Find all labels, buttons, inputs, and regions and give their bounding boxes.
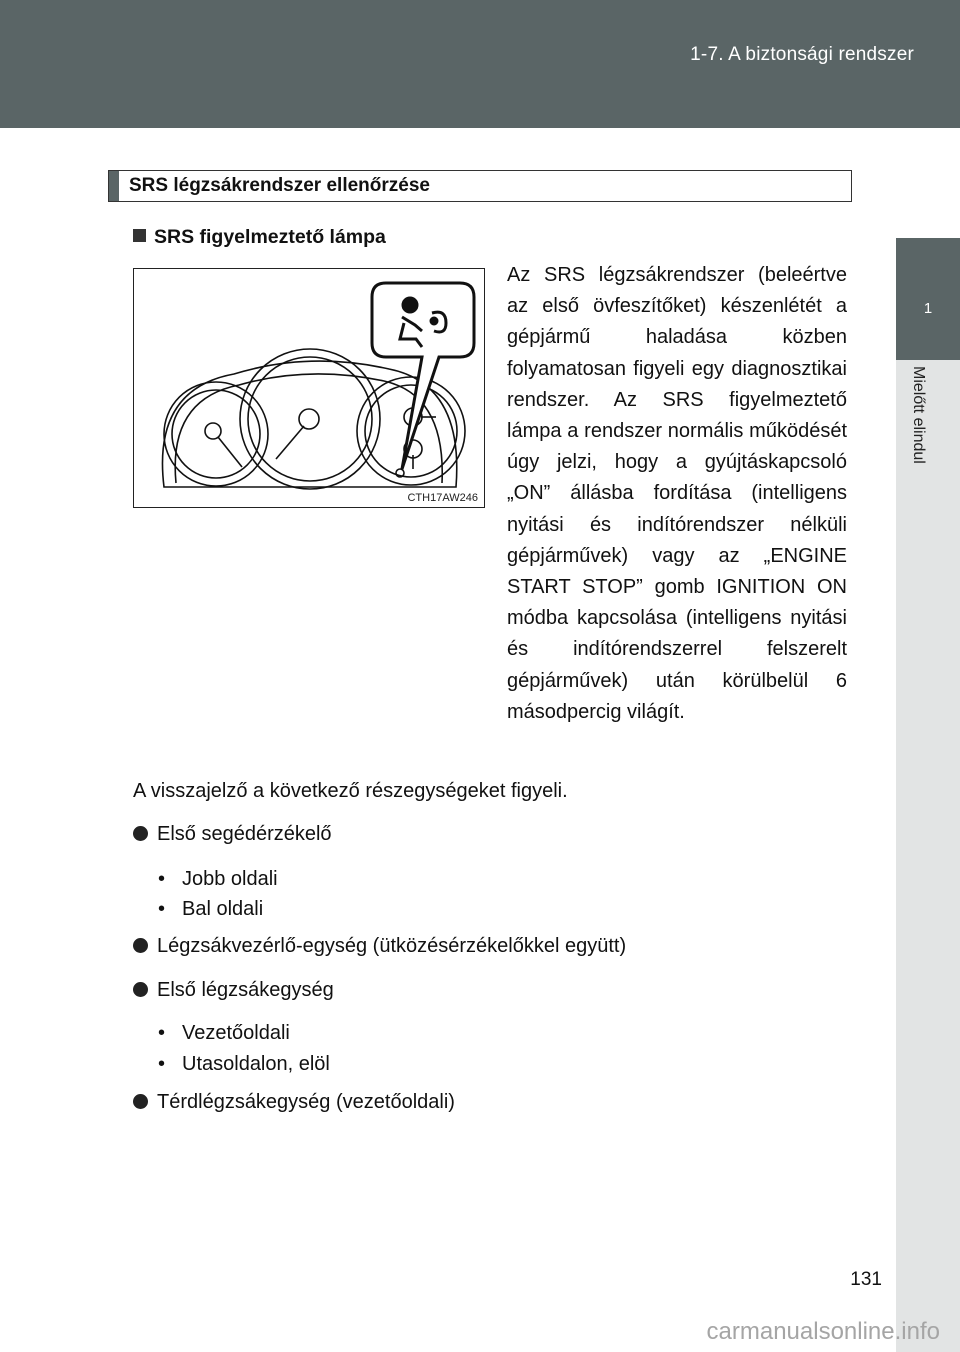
intro-text: A visszajelző a következő részegységeket figyeli.	[133, 780, 568, 802]
bullet-icon	[133, 982, 148, 997]
list-item-label: Térdlégzsákegység (vezetőoldali)	[157, 1091, 455, 1113]
subheading-text: SRS figyelmeztető lámpa	[154, 226, 386, 248]
list-item-label: Első segédérzékelő	[157, 823, 332, 845]
sub-item-label: Jobb oldali	[182, 868, 278, 890]
section-heading	[108, 170, 852, 202]
sub-item-label: Utasoldalon, elöl	[182, 1053, 330, 1075]
sub-list-item: • Jobb oldali	[158, 868, 278, 890]
description-paragraph: Az SRS légzsákrendszer (beleértve az első övfeszítőket) készenlétét a gépjármű haladása közben folyamatosan figyeli egy diagnosztikai rendszer. Az SRS figyelmeztető lámpa a rendszer normális működését úgy jelzi, hogy a gyújtáskapcsoló „ON” állásba fordítása (intelligens nyitási és indítórendszer nélküli gépjárművek) vagy az „ENGINE START STOP” gomb IGNITION ON módba kapcsolása (intelligens nyitási és indítórendszerrel felszerelt gépjárművek) után körülbelül 6 másodpercig világít.	[507, 264, 847, 723]
sub-item-label: Vezetőoldali	[182, 1022, 290, 1044]
bullet-icon	[133, 826, 148, 841]
bullet-icon	[133, 1094, 148, 1109]
sub-item-label: Bal oldali	[182, 898, 264, 920]
section-title: SRS légzsákrendszer ellenőrzése	[129, 175, 430, 196]
instrument-cluster-figure	[133, 268, 485, 508]
watermark: carmanualsonline.info	[706, 1318, 940, 1345]
list-item	[133, 935, 626, 958]
page-header	[0, 0, 960, 128]
list-item	[133, 823, 332, 846]
chapter-tab[interactable]	[896, 238, 960, 360]
sub-list-item: • Utasoldalon, elöl	[158, 1053, 330, 1075]
list-item	[133, 1091, 455, 1114]
list-item-label: Légzsákvezérlő-egység (ütközésérzékelőkkel együtt)	[157, 935, 627, 957]
chapter-title: 1-7. A biztonsági rendszer	[690, 44, 914, 65]
chapter-label: Mielőtt elindul	[910, 366, 927, 464]
bullet-icon	[133, 938, 148, 953]
side-tab-top	[896, 128, 960, 238]
instrument-cluster-illustration	[134, 269, 483, 506]
list-item-label: Első légzsákegység	[157, 979, 334, 1001]
page-number: 131	[850, 1269, 882, 1290]
figure-code: CTH17AW246	[407, 492, 478, 504]
section-bar	[109, 171, 119, 201]
sub-list-item: • Bal oldali	[158, 898, 264, 920]
sub-list-item: • Vezetőoldali	[158, 1022, 290, 1044]
square-bullet-icon	[133, 229, 146, 242]
subheading	[133, 226, 386, 249]
list-item	[133, 979, 334, 1002]
chapter-number: 1	[923, 300, 933, 317]
